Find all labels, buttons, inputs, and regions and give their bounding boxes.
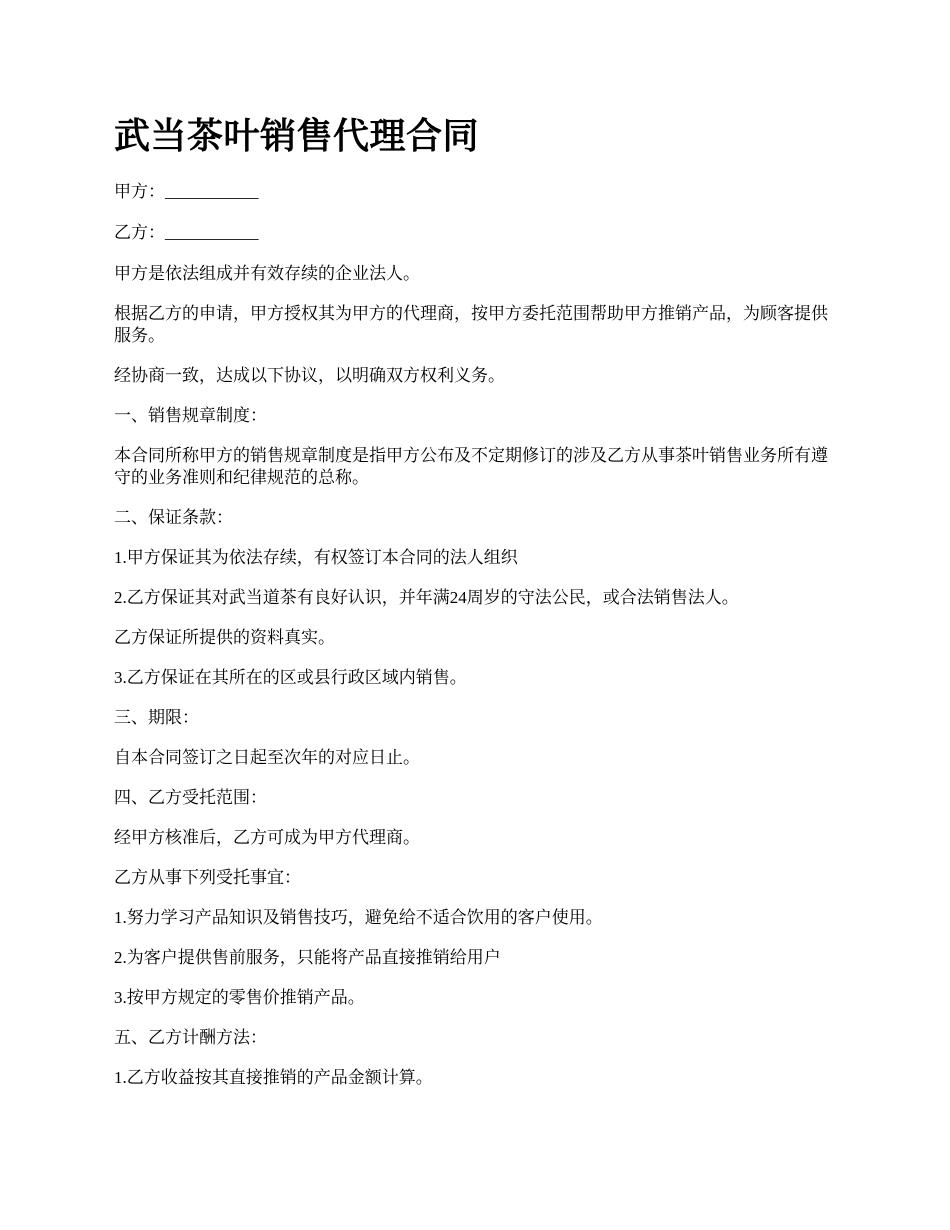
section-heading-sales-rules: 一、销售规章制度：	[114, 406, 267, 425]
paragraph-term: 自本合同签订之日起至次年的对应日止。	[114, 748, 420, 767]
paragraph-agreement: 经协商一致，达成以下协议，以明确双方权利义务。	[114, 366, 505, 385]
paragraph-authorization: 根据乙方的申请，甲方授权其为甲方的代理商，按甲方委托范围帮助甲方推销产品，为顾客提供服务。	[114, 304, 828, 345]
clause-duty-1: 1.努力学习产品知识及销售技巧，避免给不适合饮用的客户使用。	[114, 908, 603, 927]
section-heading-compensation: 五、乙方计酬方法：	[114, 1028, 267, 1047]
section-heading-term: 三、期限：	[114, 708, 199, 727]
document-body	[114, 113, 842, 1107]
paragraph-sales-rules: 本合同所称甲方的销售规章制度是指甲方公布及不定期修订的涉及乙方从事茶叶销售业务所有遵守的业务准则和纪律规范的总称。	[114, 446, 828, 487]
section-heading-scope: 四、乙方受托范围：	[114, 788, 267, 807]
party-a-line: 甲方：___________	[114, 182, 259, 201]
paragraph-intro: 甲方是依法组成并有效存续的企业法人。	[114, 264, 420, 283]
paragraph-scope: 经甲方核准后，乙方可成为甲方代理商。	[114, 828, 420, 847]
clause-duty-2: 2.为客户提供售前服务，只能将产品直接推销给用户	[114, 948, 501, 967]
paragraph-duties-intro: 乙方从事下列受托事宜：	[114, 868, 301, 887]
clause-guarantee-1: 1.甲方保证其为依法存续，有权签订本合同的法人组织	[114, 548, 518, 567]
party-b-line: 乙方：___________	[114, 223, 259, 242]
clause-duty-3: 3.按甲方规定的零售价推销产品。	[114, 988, 365, 1007]
clause-guarantee-3: 3.乙方保证在其所在的区或县行政区域内销售。	[114, 668, 467, 687]
document-title: 武当茶叶销售代理合同	[114, 116, 480, 157]
clause-guarantee-2: 2.乙方保证其对武当道茶有良好认识，并年满24周岁的守法公民，或合法销售法人。	[114, 588, 739, 607]
section-heading-guarantees: 二、保证条款：	[114, 508, 233, 527]
clause-guarantee-data: 乙方保证所提供的资料真实。	[114, 628, 335, 647]
clause-compensation-1: 1.乙方收益按其直接推销的产品金额计算。	[114, 1068, 433, 1087]
